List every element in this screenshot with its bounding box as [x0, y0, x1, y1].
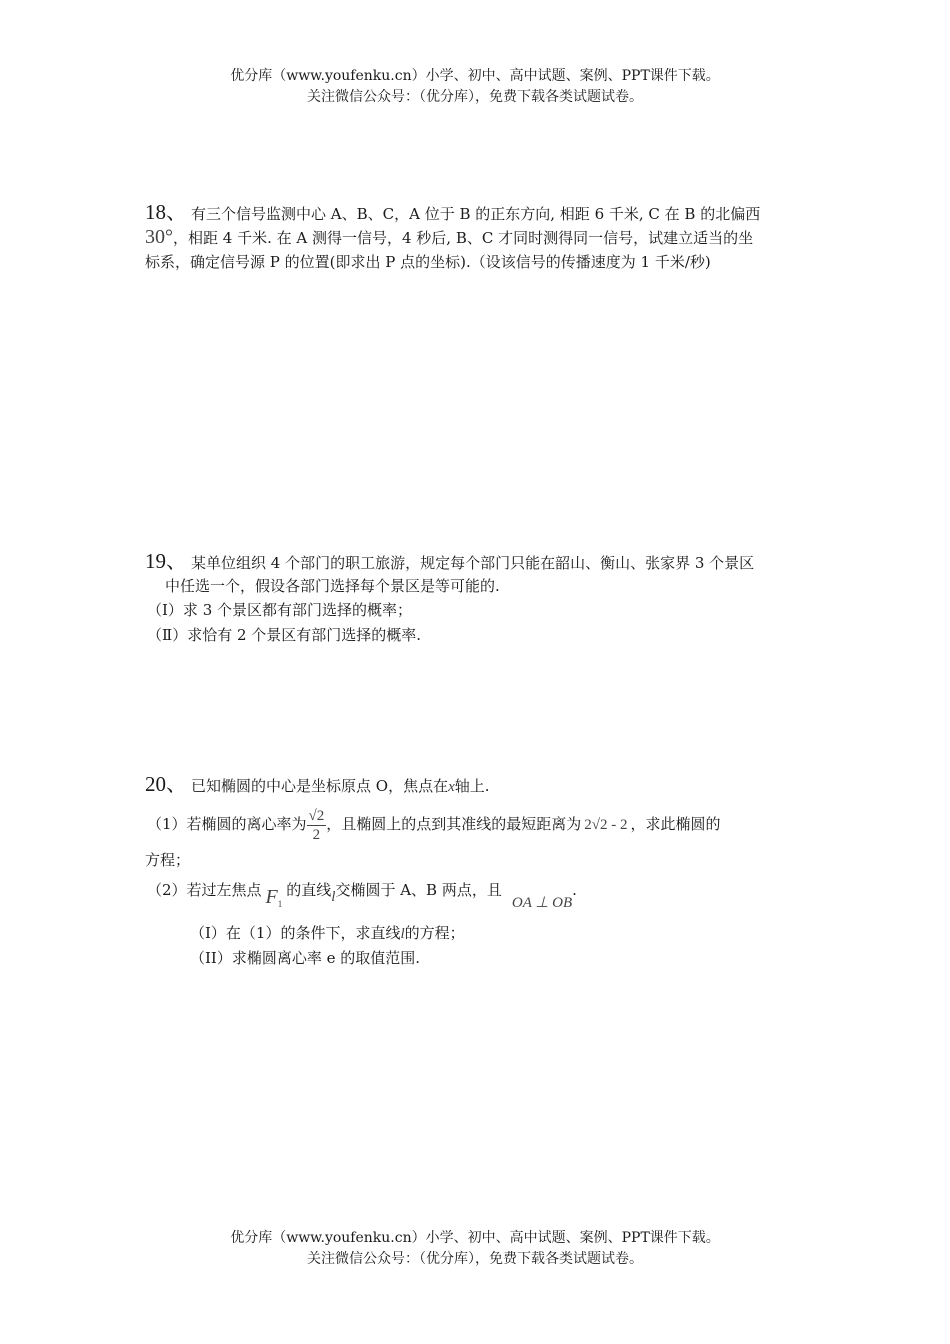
q20-part-1-continued: 方程； — [145, 851, 191, 869]
footer-line-1: 优分库（www.youfenku.cn）小学、初中、高中试题、案例、PPT课件下载。 — [230, 1230, 720, 1246]
line-l-symbol: l — [331, 889, 336, 905]
q20-part-1a: （1）若椭圆的离心率为 — [147, 815, 307, 833]
q18-text-2: ，相距 4 千米. 在 A 测得一信号，4 秒后, B、C 才同时测得同一信号，试建立适当的坐 — [173, 229, 754, 247]
footer-line-2: 关注微信公众号：（优分库），免费下载各类试题试卷。 — [307, 1251, 643, 1267]
q18-text-1: 有三个信号监测中心 A、B、C，A 位于 B 的正东方向, 相距 6 千米, C 在 B 的北偏西 — [191, 205, 761, 223]
q20-sub-2: （II）求椭圆离心率 e 的取值范围. — [190, 949, 421, 967]
header-line-1: 优分库（www.youfenku.cn）小学、初中、高中试题、案例、PPT课件下载。 — [230, 68, 720, 84]
q20-part-2d: . — [572, 881, 577, 899]
q18-line-1 — [145, 202, 760, 224]
q20-part-2 — [147, 874, 577, 911]
q18-line-3: 标系，确定信号源 P 的位置(即求出 P 点的坐标).（设该信号的传播速度为 1 千米/秒) — [145, 253, 711, 271]
focus-letter: F — [265, 886, 278, 908]
q19-line-1 — [145, 551, 754, 573]
q20-text-1a: 已知椭圆的中心是坐标原点 O，焦点在 — [191, 777, 449, 795]
q18-line-2 — [145, 227, 753, 248]
q20-number: 20、 — [145, 772, 187, 796]
q18-angle: 30° — [145, 226, 173, 248]
q20-part-2c: 交椭圆于 A、B 两点，且 — [335, 881, 502, 899]
shortest-distance-expression: 2√2 - 2 — [584, 817, 628, 833]
q20-part-1c: ，求此椭圆的 — [630, 815, 721, 833]
q20-sub-1a: （I）在（1）的条件下，求直线 — [190, 924, 401, 942]
line-l-symbol-2: l — [400, 926, 405, 942]
focus-subscript: 1 — [277, 899, 283, 909]
perpendicular-expression: OA ⊥ OB — [511, 895, 573, 911]
eccentricity-fraction — [307, 807, 327, 844]
q19-part-2: （Ⅱ）求恰有 2 个景区有部门选择的概率. — [147, 626, 422, 644]
eccentricity-numerator-text: √2 — [308, 807, 325, 824]
q19-line-2: 中任选一个，假设各部门选择每个景区是等可能的. — [165, 577, 500, 595]
q20-sub-1b: 的方程； — [404, 924, 465, 942]
header-line-2: 关注微信公众号：（优分库），免费下载各类试题试卷。 — [307, 89, 643, 105]
q20-part-2a: （2）若过左焦点 — [147, 881, 262, 899]
q20-part-1b: ，且椭圆上的点到其准线的最短距离为 — [326, 815, 582, 833]
q19-text-1: 某单位组织 4 个部门的职工旅游，规定每个部门只能在韶山、衡山、张家界 3 个景区 — [191, 554, 755, 572]
q20-part-1 — [147, 804, 721, 845]
q20-text-1b: 轴上. — [454, 777, 490, 795]
q20-line-1 — [145, 774, 490, 797]
q20-part-2b: 的直线 — [286, 881, 332, 899]
q19-part-1: （Ⅰ）求 3 个景区都有部门选择的概率； — [147, 601, 413, 619]
q20-sub-1 — [190, 923, 465, 944]
q18-number: 18、 — [145, 200, 187, 224]
eccentricity-denominator: 2 — [312, 826, 321, 843]
q19-number: 19、 — [145, 549, 187, 573]
q20-x-variable: x — [448, 779, 455, 795]
focus-symbol — [266, 886, 283, 908]
eccentricity-numerator — [307, 807, 327, 826]
